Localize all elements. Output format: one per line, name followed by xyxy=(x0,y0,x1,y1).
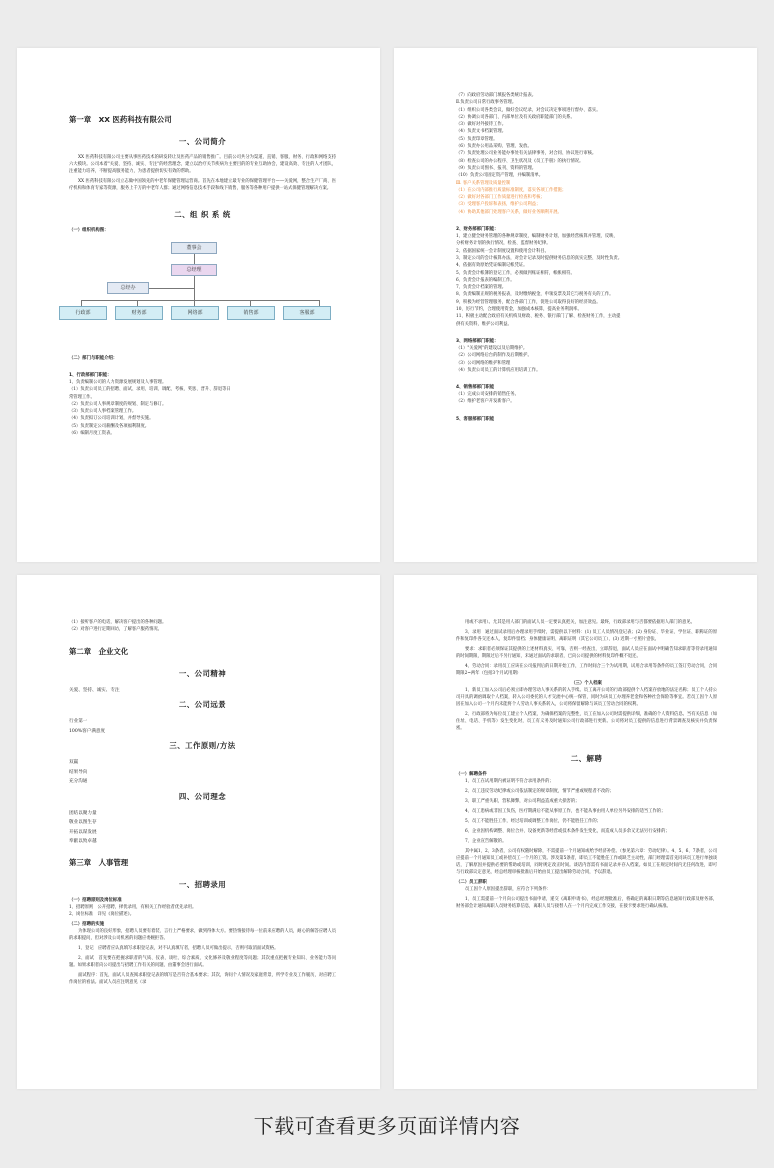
admin-lines xyxy=(69,379,336,437)
text-line: （1）负责公司员工的招聘、面试、录用、培训、调配、考核、奖惩、晋升、辞退等日 xyxy=(69,387,231,393)
dept-heading: 5、客服部部门职能 xyxy=(456,416,495,422)
text-line: （9）负责公司图书、报刊、资料的管理。 xyxy=(456,165,537,171)
section-title: 一、招聘录用 xyxy=(178,879,227,889)
paragraph: 2、面试 首先要在把握求职者的气质、仪表、谈吐、综合素质、文化修养及敬业程度等问题；其次重点把握专业知识、业务能力等问题。如果求职者向公司提出与招聘工作有关的问题，由董事会进行面试。 xyxy=(69,956,336,969)
text-line: 1、招聘原则 公开招聘，择优录用，有相关工作经验者优先录用。 xyxy=(69,904,197,910)
text-line: 分析财务计划的执行情况，检查、监督财务纪律。 xyxy=(456,241,551,247)
text-line: 7、负责会计档案的管理。 xyxy=(456,285,506,291)
text-line: （2）对客户进行定期回访，了解客户服药情况。 xyxy=(69,627,162,633)
text-line: 供有关资料，维护公司利益。 xyxy=(456,321,512,327)
text-line: （1）组织公司各类会议，做好会议纪录，对会议决定事项进行督办、落实。 xyxy=(456,107,601,113)
text-line: 2、依据国家统一会计制度设置和使用会计科目。 xyxy=(456,248,549,254)
text-line-highlight: （2）做好对各部门工作质量进行检查和考核； xyxy=(456,195,545,201)
paragraph: 要求：求职者必须保证其提供的上述材料真实、可靠，否则一经查出，立即辞退，面试人员应在面试中明确告知求职者等待录用通知的时间期限，期限过后不另行通知，未通过面试的求职者，已向公司提供的材料复印件概不退还。 xyxy=(456,647,717,659)
chapter-title: 第二章 企业文化 xyxy=(69,646,129,656)
subsection-label: （一）解聘条件 xyxy=(456,772,487,777)
section-title: 二、组 织 系 统 xyxy=(174,210,231,219)
paragraph: 1、登记 应聘者应认真填写求职登记表，对不认真填写者，招聘人员可做出提示，否则可取消面试资格。 xyxy=(78,946,279,952)
document-page-3 xyxy=(17,575,380,1089)
text-line: （1）完成公司安排的销售任务。 xyxy=(456,392,519,398)
section-title: 二、解聘 xyxy=(570,754,603,763)
text-line: 关爱、坚持、诚实、专注 xyxy=(69,687,120,693)
subsection-label: （三）个人档案 xyxy=(571,681,602,686)
text-line: 1、建立健全财务管理的各种规章制度，编制财务计划，加强经营核算并管理，反映、 xyxy=(456,234,618,240)
paragraph: 为体现公司的良好形象，招聘人员要有着装、言行上严格要求，做到得体大方。要热情接待每一位前来应聘的人员，耐心的解答应聘人员的求职提问，但对涉及公司机密的问题应委婉拒答。 xyxy=(69,929,336,942)
text-line: （5）负责制定公司薪酬及各项福利制度。 xyxy=(69,423,150,429)
text-line-highlight: Ⅲ. 客户关系管理及质量控制 xyxy=(456,180,511,186)
subsection-label: （一）招聘原则及岗位标准 xyxy=(69,897,122,903)
paragraph: 4、员工患病或非因工负伤，医疗期满后不能从事原工作，也不能从事由用人单位另外安排的适当工作的； xyxy=(465,809,666,814)
text-line: 充分沟通 xyxy=(69,779,88,785)
org-dept-box: 行政部 xyxy=(59,306,107,320)
paragraph: 6、企业因机构调整、岗位合并、设备更新等经营或技术条件发生变化，而造成人员多余又无法另行安排的； xyxy=(465,829,670,834)
chapter-title: 第一章 XX 医药科技有限公司 xyxy=(69,115,172,124)
paragraph: 面试程序：首先，面试人员查阅求职登记表的填写是否符合基本要求；其次，询问个人情况及家庭背景，所学专业及工作履历，对应聘工作岗位的看法。面试人员应注明意见（录 xyxy=(69,973,336,986)
paragraph: 5、员工不能胜任工作，经过培训或调整工作岗位，仍不能胜任工作的； xyxy=(465,819,601,824)
org-dept-box: 客服部 xyxy=(283,306,331,320)
section-title: 三、工作原则/方法 xyxy=(169,741,236,751)
paragraph: 1、员工在试用期内被证明不符合录用条件的； xyxy=(465,779,554,784)
text-line: 结果导向 xyxy=(69,769,88,775)
dept-heading: 1、行政部部门职能： xyxy=(69,373,112,378)
text-line-highlight: （4）协助其他部门处理客户关系，做好业务顺利开展。 xyxy=(456,209,562,215)
download-prompt-text[interactable]: 下载可查看更多页面详情内容 xyxy=(253,1114,521,1138)
text-line: 10、厉行节约，合理使用资金，加强成本核算，提高业务利润率。 xyxy=(456,307,582,313)
text-line: （3）做好对外接待工作。 xyxy=(456,122,506,128)
paragraph: 7、企业宣告解散的。 xyxy=(465,839,507,844)
text-line: （6）负责办公用品采购、管理、发放。 xyxy=(456,144,532,150)
text-line: （2）负责公司人事规章制度的规划、制定与修订。 xyxy=(69,401,167,407)
text-line: （7）负责处理公司业务能办事处有关法律事务，对合同、协议进行审核。 xyxy=(456,151,597,157)
text-line: （4）负责拟订公司培训计划，并督导实施。 xyxy=(69,416,154,422)
text-line: （2）协调公司各部门、内部单位及有关政府职能部门的关系。 xyxy=(456,114,575,120)
paragraph: 1、新员工加入公司后必须立即办理劳动人事关系的转入手续。员工离开公司的行政部提供个人档案存放地的法定名称；员工个人持公司开具的调函调取个人档案，转入公司委托的人才交流中心统一保管，同时为该员工办理养老金和各种社会保险等事宜。若员工因个人原因在加入公司一个月内未能将个人劳动人事关系转入，公司将保留解除与该员工劳动合同的权利。 xyxy=(456,688,717,707)
section-title: 一、公司精神 xyxy=(178,668,227,678)
paragraph: XX 医药科技有限公司立志做中国领先的中老年保健管理运营商。首先在本地建立最专业的保健管理平台——关爱网，整合生产厂商、医疗机构和体育专家等资源，服务上千万的中老年人群；通过网络信息技术手段和线下销售，服务等各种用户提供一站式保健管理解决方案。 xyxy=(69,179,336,191)
text-line: 8、负责编制正规的税务报表，及时缴纳税金，申领发票及其它与税务有关的工作。 xyxy=(456,292,614,298)
org-gm-box: 总经理 xyxy=(171,264,217,276)
paragraph: 3、职工严重失职，营私舞弊，对公司利益造成重大损害的； xyxy=(465,799,580,804)
document-page-4 xyxy=(394,575,757,1089)
text-line-highlight: （3）受理客户投诉和表扬，维护公司利益； xyxy=(456,202,541,208)
text-line: 5、负责会计帐簿的登记工作，必须做到账证相符，帐帐相符。 xyxy=(456,270,575,276)
text-line: 11、积极主动配合政府有关机构及财政、税务、银行部门了解、检查财务工作，主动提 xyxy=(456,314,621,320)
text-line: 双赢 xyxy=(69,760,79,766)
text-line: 奉献以致卓越 xyxy=(69,839,97,845)
subsection-label: （二）员工辞职 xyxy=(456,880,487,885)
paragraph: 1、员工需提前一个月向公司提出书面申请，递交《离职申请书》，经总经理批准后，将确定的离职日期等信息通知行政部及财务部，财务部会计通知离职人员财务结算信息，离职人员与接替人在一个月内完成工作交接，在接卡要求进行确认核准。 xyxy=(456,897,717,909)
paragraph: 员工因个人原因提出辞职，应符合下列条件： xyxy=(465,887,551,892)
text-line: （6）编制月度工资表。 xyxy=(69,431,115,437)
org-board-box: 董事会 xyxy=(171,242,217,254)
subsection-label: （二）招聘的实施 xyxy=(69,922,105,928)
text-line: （7）向政府劳动部门填报各类统计报表。 xyxy=(456,93,537,98)
text-line: （1）接听客户的电话，解决客户提出的各种问题。 xyxy=(69,620,167,625)
document-page-2 xyxy=(394,48,757,562)
text-line: 2、岗位标准 详见《岗位描述》。 xyxy=(69,911,135,917)
text-line: Ⅱ.负责公司日常行政事务管理。 xyxy=(456,100,517,106)
paragraph: 2、行政部将为每位员工建立个人档案，为确保档案的完整性，员工在加入公司时需提供详细，准确的个人资料信息。当有关信息（如住址、电话、手机等）发生变化时，员工有义务及时通知公司行政部进行更新。公司将对员工提供的信息进行背景调查及核实并负责保密。 xyxy=(456,712,717,731)
org-dept-box: 销售部 xyxy=(227,306,275,320)
text-line: 敬业以图生存 xyxy=(69,820,97,826)
text-line: （4）负责文书档案管理。 xyxy=(456,129,506,135)
text-line: 4、依据有效原始凭证编制记帐凭证。 xyxy=(456,263,528,269)
text-line: 6、负责会计报表的编制工作。 xyxy=(456,277,515,283)
dept-heading: 3、网络部部门职能： xyxy=(456,338,499,344)
text-line: 100%客户满意度 xyxy=(69,728,106,734)
text-line: 开拓以谋发展 xyxy=(69,829,97,835)
section-title: 二、公司远景 xyxy=(178,700,227,710)
text-line: （2）维护老客户开发新客户。 xyxy=(456,399,515,405)
text-line: 3、制定公司的会计核算办法，对会计记录及时提供财务信息的真实完整、及时性负责。 xyxy=(456,255,623,261)
text-line: 团结以聚力量 xyxy=(69,810,97,816)
text-line: （2）公司网络后台的制作及后期维护。 xyxy=(456,353,532,359)
section-title: 一、公司简介 xyxy=(178,137,227,146)
text-line: 9、积极为经营管理服务，配合各部门工作，促进公司取得良好的经济效益。 xyxy=(456,299,601,305)
paragraph: 4、劳动合同：录用员工应该在公司报到后的日期开始工作，工作时间合三个为试用期，试用合录用等条件的员工签订劳动合同，合同期限2~两年（包括3个月试用期） xyxy=(456,664,717,676)
text-line: （8）检查公司的办公程序、卫生状况及《员工手册》的执行情况。 xyxy=(456,158,584,164)
text-line: （1）"关爱网"的建设以及后期维护。 xyxy=(456,345,528,351)
text-line: （4）负责公司员工的计算机应用培训工作。 xyxy=(456,367,541,373)
text-line: （3）公司网络的维护和管理 xyxy=(456,360,511,366)
text-line: （5）负责印章管理。 xyxy=(456,136,498,142)
document-page-1 xyxy=(17,48,380,562)
subsection-label: （二）部门与职能介绍： xyxy=(69,356,118,361)
paragraph: 3、录用 通过面试录用后办理录用手续时，需提供以下材料：(1) 员工人员情况登记表；(2) 身份证、毕业证、学位证、职称证的原件和复印件各交还本人，复印件留档；身体健康证明、离职证明（其它公司员工）、(3) 近期一寸照片壹张。 xyxy=(456,630,717,642)
org-office-box: 总经办 xyxy=(107,282,149,294)
paragraph: 用或不录用）。尤其是用人部门的面试人员一定要认真把关，加注意见。最终，行政部录用与否都要依据用人部门的意见。 xyxy=(465,620,695,625)
text-line: （3）负责公司人事档案管理工作。 xyxy=(69,409,137,415)
dept-heading: 2、财务部部门职能： xyxy=(456,227,499,233)
text-line: 行业第一 xyxy=(69,719,88,725)
paragraph: 2、员工违反劳动纪律或公司依法制定的规章制度，情节严重或规程者不改的； xyxy=(465,789,614,794)
paragraph: 其中属1、2、3条者，公司有权随时解除，不需提前一个月通知或给予经济补偿。（参见第六章：劳动纪律）。4、5、6、7条者，公司应提前一个月通知员工或补偿员工一个月的工资。涉及第5条者，即员工不能胜任工作或缺乏主动性，部门经理需首先同该员工进行单独谈话，了解原因并提供必要的帮助或培训，同时规定改正时间。谈话内容需有书面记录并存入档案。如员工在规定时间内无任何改进，即可与行政部议定意见，经总经理审核批准后开始由员工提出解除劳动合同，予以辞退。 xyxy=(456,849,717,875)
chapter-title: 第三章 人事管理 xyxy=(69,857,129,867)
org-dept-box: 财务部 xyxy=(115,306,163,320)
text-line: （10）负责公司固定资产管理，并编制清单。 xyxy=(456,173,544,179)
org-chart xyxy=(59,242,329,332)
paragraph: XX 医药科技有限公司主要从事医药技术的研发转让及医药产品的销售推广。目前公司共分为渠道、直销、客服、财务、行政和网络支持六大模块。公司本着"关爱、坚持、诚实、专注"的经营理念，建立以治疗关节疾病为主要目的的专业互助协会，建设高效、专注的人才团队，注重能力培养，不断提高服务能力，为患者提供切实有效的帮助。 xyxy=(69,155,336,174)
text-line: 常管理工作。 xyxy=(69,394,95,400)
subsection-label: （一）组织机构图： xyxy=(69,228,109,233)
dept-heading: 4、销售部部门职能 xyxy=(456,385,495,391)
text-line: 1、负责编制公司的人力资源发展规划及人事管理。 xyxy=(69,380,167,385)
org-dept-box: 网络部 xyxy=(171,306,219,320)
section-title: 四、公司理念 xyxy=(178,791,227,801)
text-line-highlight: （1）在公司内部推行质量标准制度，落实各项工作措施； xyxy=(456,187,567,193)
